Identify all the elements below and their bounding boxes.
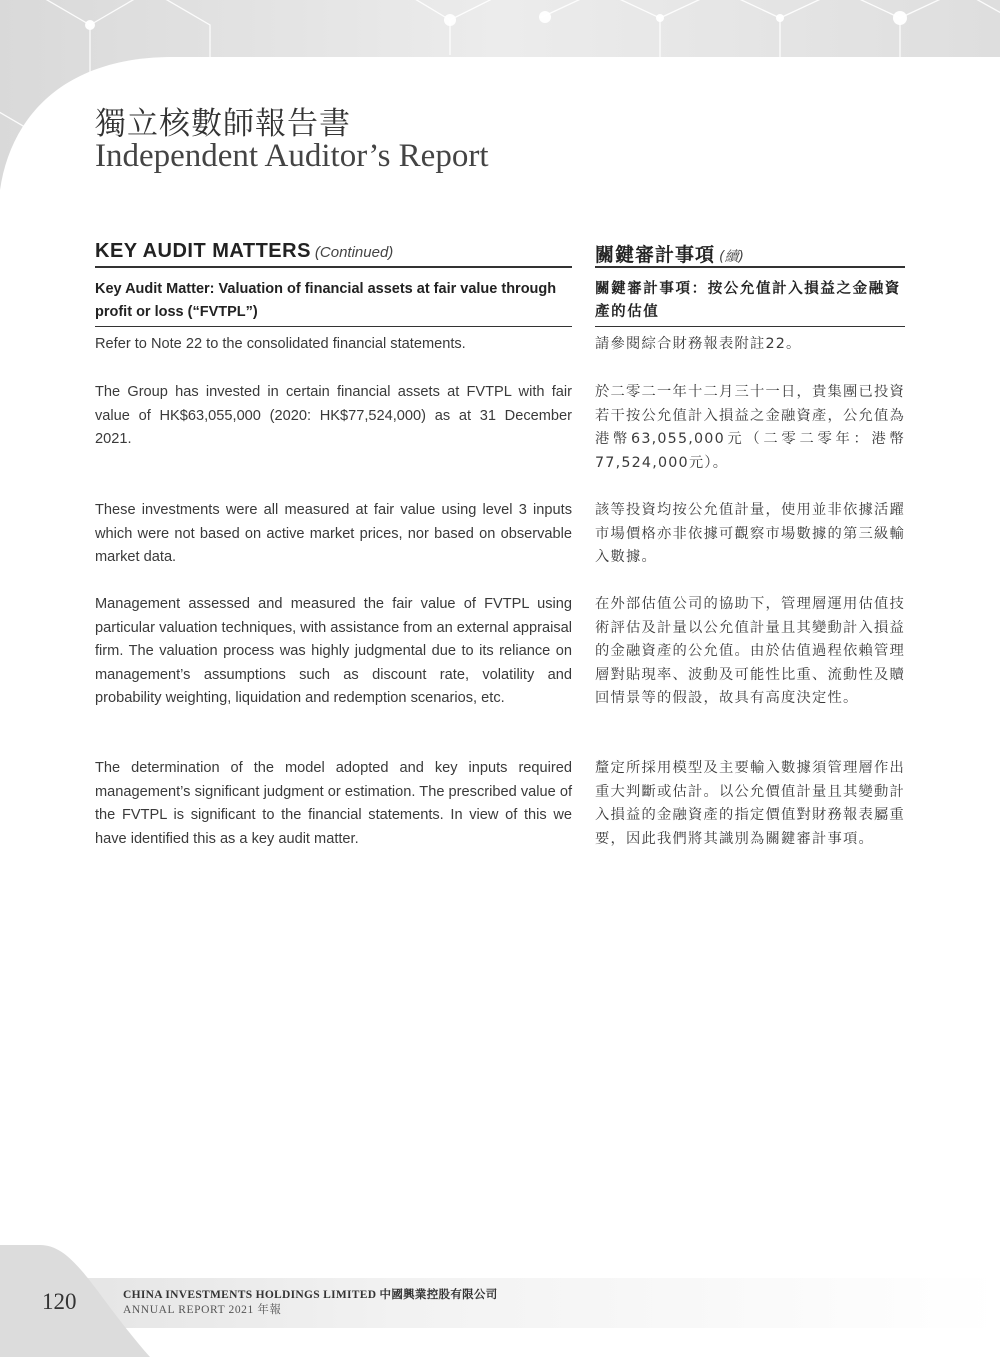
section-continued-english: (Continued) <box>314 244 394 261</box>
paragraph-chinese: 於二零二一年十二月三十一日，貴集團已投資若干按公允值計入損益之金融資產，公允值為港幣63,055,000元（二零二零年：港幣77,524,000元）。 <box>595 384 905 471</box>
paragraph-english: Management assessed and measured the fair value of FVTPL using particular valuation techniques, with assistance from an external appraisal firm. The valuation process was highly judgmental due to its reliance on management’s assumptions such as discount rate, volatility and probability weighting, liquidation and redemption scenarios, etc. <box>95 596 572 706</box>
paragraph-english: The determination of the model adopted and key inputs required management’s significant judgment or estimation. The prescribed value of the FVTPL is significant to the financial statements. In view of this we have identified this as a key audit matter. <box>95 760 572 847</box>
paragraph-english: The Group has invested in certain financial assets at FVTPL with fair value of HK$63,055,000 (2020: HK$77,524,000) as at 31 December 2021. <box>95 384 572 447</box>
footer-report-name: ANNUAL REPORT 2021 年報 <box>123 1304 282 1316</box>
paragraph-english: Refer to Note 22 to the consolidated financial statements. <box>95 336 466 352</box>
paragraph-chinese: 在外部估值公司的協助下，管理層運用估值技術評估及計量以公允值計量且其變動計入損益的金融資產的公允值。由於估值過程依賴管理層對貼現率、波動及可能性比重、流動性及贖回情景等的假設，故具有高度決定性。 <box>595 596 905 706</box>
section-title-english: KEY AUDIT MATTERS <box>95 240 311 262</box>
paragraph-chinese: 該等投資均按公允值計量，使用並非依據活躍市場價格亦非依據可觀察市場數據的第三級輸入數據。 <box>595 502 905 565</box>
key-audit-matter-heading-chinese: 關鍵審計事項：按公允值計入損益之金融資產的估值 <box>595 278 905 327</box>
section-heading-chinese <box>595 240 905 268</box>
section-heading-english <box>95 240 572 268</box>
paragraph-chinese: 請參閱綜合財務報表附註22。 <box>595 336 802 352</box>
page-number: 120 <box>42 1289 77 1314</box>
paragraph-english: These investments were all measured at fair value using level 3 inputs which were not based on active market prices, nor based on observable market data. <box>95 502 572 565</box>
footer-company-name: CHINA INVESTMENTS HOLDINGS LIMITED 中國興業控股有限公司 <box>123 1289 498 1301</box>
page-title-english: Independent Auditor’s Report <box>95 138 489 174</box>
paragraph-chinese: 釐定所採用模型及主要輸入數據須管理層作出重大判斷或估計。以公允價值計量且其變動計入損益的金融資產的指定價值對財務報表屬重要，因此我們將其識別為關鍵審計事項。 <box>595 760 905 847</box>
section-title-chinese: 關鍵審計事項 <box>595 244 716 266</box>
section-continued-chinese: (續) <box>719 249 744 265</box>
page-title-chinese: 獨立核數師報告書 <box>95 106 351 142</box>
key-audit-matter-heading-english: Key Audit Matter: Valuation of financial assets at fair value through profit or loss (“FVTPL”) <box>95 278 572 327</box>
